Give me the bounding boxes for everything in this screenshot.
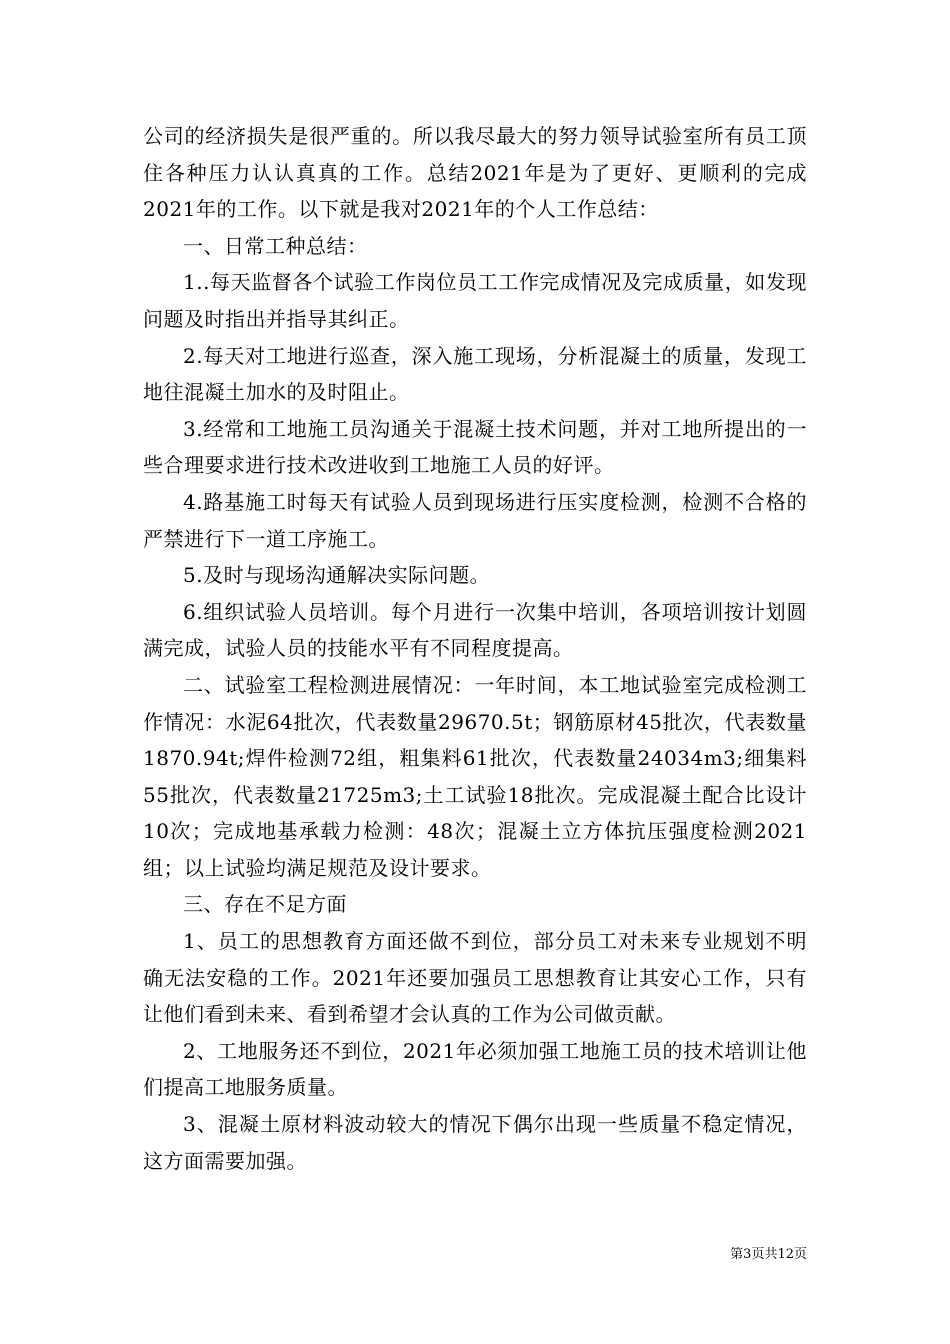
paragraph-item-5: 5.及时与现场沟通解决实际问题。 [183, 563, 491, 588]
paragraph-intro-continued: 公司的经济损失是很严重的。所以我尽最大的努力领导试验室所有员工顶住各种压力认认真真的工作。总结2021年是为了更好、更顺利的完成2021年的工作。以下就是我对2021年的个人工作总结： [143, 124, 807, 222]
paragraph-item-6: 6.组织试验人员培训。每个月进行一次集中培训，各项培训按计划圆满完成，试验人员的技能水平有不同程度提高。 [143, 599, 807, 661]
paragraph-item-1: 1..每天监督各个试验工作岗位员工工作完成情况及完成质量，如发现问题及时指出并指导其纠正。 [143, 270, 807, 331]
paragraph-shortcoming-1: 1、员工的思想教育方面还做不到位，部分员工对未来专业规划不明确无法安稳的工作。2021年还要加强员工思想教育让其安心工作，只有让他们看到未来、看到希望才会认真的工作为公司做贡献。 [143, 929, 807, 1027]
paragraph-item-4: 4.路基施工时每天有试验人员到现场进行压实度检测，检测不合格的严禁进行下一道工序施工。 [143, 489, 807, 551]
section-testing-progress: 二、试验室工程检测进展情况：一年时间，本工地试验室完成检测工作情况：水泥64批次，代表数量29670.5t；钢筋原材45批次，代表数量1870.94t;焊件检测72组，粗集料61批次，代表数量24034m3;细集料55批次，代表数量21725m3;土工试验18批次。完成混凝土配合比设计10次；完成地基承载力检测：48次；混凝土立方体抗压强度检测2021组；以上试验均满足规范及设计要求。 [143, 672, 807, 880]
paragraph-item-3: 3.经常和工地施工员沟通关于混凝土技术问题，并对工地所提出的一些合理要求进行技术改进收到工地施工人员的好评。 [143, 416, 807, 478]
paragraph-item-2: 2.每天对工地进行巡查，深入施工现场，分析混凝土的质量，发现工地往混凝土加水的及时阻止。 [143, 343, 807, 405]
page-number: 第3页共12页 [730, 1247, 807, 1262]
section-heading-daily-work: 一、日常工种总结： [183, 233, 368, 258]
document-body [143, 118, 807, 1179]
paragraph-shortcoming-2: 2、工地服务还不到位，2021年必须加强工地施工员的技术培训让他们提高工地服务质量。 [143, 1038, 807, 1100]
paragraph-shortcoming-3: 3、混凝土原材料波动较大的情况下偶尔出现一些质量不稳定情况，这方面需要加强。 [143, 1112, 807, 1173]
section-heading-shortcomings: 三、存在不足方面 [183, 892, 347, 917]
